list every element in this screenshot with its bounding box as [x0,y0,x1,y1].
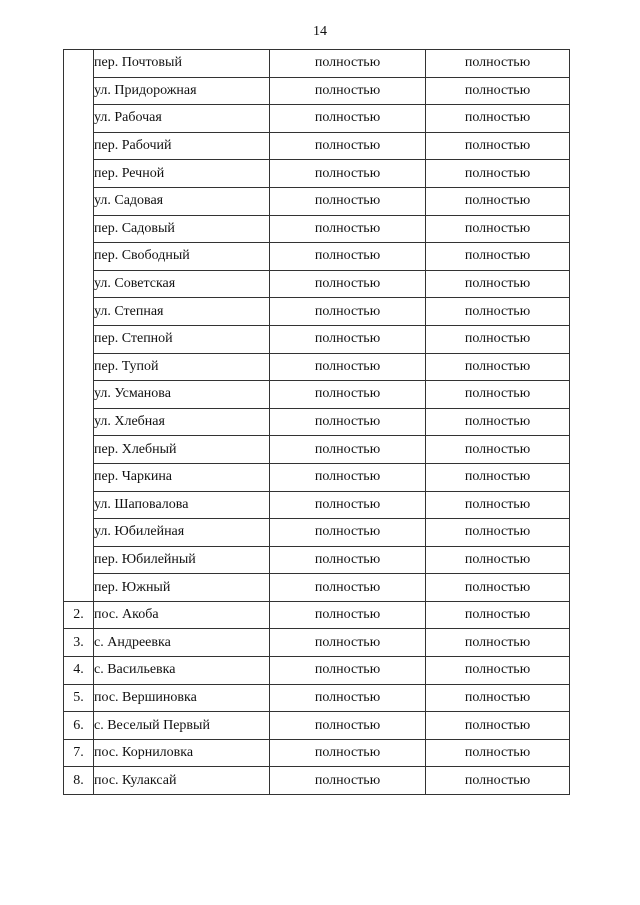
locality-name-cell: ул. Садовая [94,187,270,215]
coverage-cell-b: полностью [426,50,570,78]
row-number-cell: 8. [64,767,94,795]
coverage-cell-a: полностью [270,132,426,160]
table-row [64,463,570,491]
table-row [64,519,570,547]
locality-name-cell: пер. Почтовый [94,50,270,78]
coverage-cell-a: полностью [270,50,426,78]
locality-name-cell: ул. Рабочая [94,105,270,133]
coverage-cell-a: полностью [270,408,426,436]
table-row [64,77,570,105]
locality-name-cell: ул. Юбилейная [94,519,270,547]
locality-name-cell: пер. Южный [94,574,270,602]
coverage-cell-a: полностью [270,381,426,409]
table-row [64,491,570,519]
coverage-cell-a: полностью [270,684,426,712]
coverage-cell-a: полностью [270,77,426,105]
coverage-cell-a: полностью [270,739,426,767]
table-row [64,50,570,78]
coverage-cell-a: полностью [270,270,426,298]
coverage-cell-b: полностью [426,601,570,629]
page-number: 14 [313,24,327,39]
coverage-cell-b: полностью [426,298,570,326]
coverage-cell-b: полностью [426,215,570,243]
table-row [64,325,570,353]
locality-name-cell: пос. Вершиновка [94,684,270,712]
table-row [64,629,570,657]
coverage-cell-a: полностью [270,215,426,243]
coverage-cell-b: полностью [426,436,570,464]
table-row [64,132,570,160]
coverage-cell-a: полностью [270,629,426,657]
locality-name-cell: пер. Чаркина [94,463,270,491]
table-row [64,684,570,712]
table-row [64,270,570,298]
table-row [64,574,570,602]
coverage-cell-a: полностью [270,712,426,740]
coverage-cell-a: полностью [270,463,426,491]
locality-name-cell: пер. Хлебный [94,436,270,464]
coverage-cell-b: полностью [426,381,570,409]
coverage-cell-b: полностью [426,77,570,105]
locality-name-cell: с. Веселый Первый [94,712,270,740]
locality-name-cell: ул. Усманова [94,381,270,409]
row-number-cell: 3. [64,629,94,657]
coverage-cell-b: полностью [426,519,570,547]
coverage-cell-b: полностью [426,574,570,602]
coverage-cell-b: полностью [426,243,570,271]
coverage-cell-b: полностью [426,684,570,712]
locality-name-cell: с. Андреевка [94,629,270,657]
table-row [64,160,570,188]
table-row [64,767,570,795]
coverage-cell-b: полностью [426,463,570,491]
locality-name-cell: пер. Тупой [94,353,270,381]
locality-name-cell: ул. Советская [94,270,270,298]
coverage-cell-a: полностью [270,298,426,326]
row-number-cell [64,50,94,602]
row-number-cell: 2. [64,601,94,629]
coverage-cell-b: полностью [426,767,570,795]
coverage-cell-a: полностью [270,105,426,133]
table-row [64,546,570,574]
coverage-cell-a: полностью [270,491,426,519]
streets-table [63,49,570,795]
coverage-cell-a: полностью [270,353,426,381]
coverage-cell-b: полностью [426,353,570,381]
table-row [64,739,570,767]
coverage-cell-b: полностью [426,657,570,685]
coverage-cell-b: полностью [426,546,570,574]
table-row [64,215,570,243]
table-row [64,657,570,685]
coverage-cell-b: полностью [426,408,570,436]
table-row [64,298,570,326]
coverage-cell-b: полностью [426,132,570,160]
table-row [64,408,570,436]
coverage-cell-b: полностью [426,160,570,188]
coverage-cell-a: полностью [270,546,426,574]
coverage-cell-a: полностью [270,657,426,685]
coverage-cell-a: полностью [270,574,426,602]
locality-name-cell: ул. Шаповалова [94,491,270,519]
coverage-cell-b: полностью [426,491,570,519]
coverage-cell-a: полностью [270,325,426,353]
locality-name-cell: пер. Степной [94,325,270,353]
locality-name-cell: пер. Юбилейный [94,546,270,574]
table-row [64,353,570,381]
table-row [64,436,570,464]
locality-name-cell: ул. Придорожная [94,77,270,105]
coverage-cell-b: полностью [426,629,570,657]
coverage-cell-a: полностью [270,519,426,547]
locality-name-cell: пос. Кулаксай [94,767,270,795]
coverage-cell-b: полностью [426,739,570,767]
locality-name-cell: пер. Садовый [94,215,270,243]
row-number-cell: 4. [64,657,94,685]
coverage-cell-b: полностью [426,270,570,298]
locality-name-cell: с. Васильевка [94,657,270,685]
coverage-cell-a: полностью [270,160,426,188]
row-number-cell: 7. [64,739,94,767]
table-row [64,712,570,740]
row-number-cell: 5. [64,684,94,712]
coverage-cell-b: полностью [426,712,570,740]
coverage-cell-a: полностью [270,601,426,629]
locality-name-cell: ул. Степная [94,298,270,326]
locality-name-cell: пер. Речной [94,160,270,188]
coverage-cell-a: полностью [270,187,426,215]
locality-name-cell: пер. Рабочий [94,132,270,160]
table-body [64,50,570,795]
table-row [64,105,570,133]
locality-name-cell: пос. Акоба [94,601,270,629]
coverage-cell-a: полностью [270,767,426,795]
coverage-cell-a: полностью [270,243,426,271]
table-row [64,601,570,629]
locality-name-cell: ул. Хлебная [94,408,270,436]
table-row [64,187,570,215]
coverage-cell-a: полностью [270,436,426,464]
coverage-cell-b: полностью [426,325,570,353]
row-number-cell: 6. [64,712,94,740]
coverage-cell-b: полностью [426,187,570,215]
table-row [64,381,570,409]
coverage-cell-b: полностью [426,105,570,133]
locality-name-cell: пос. Корниловка [94,739,270,767]
locality-name-cell: пер. Свободный [94,243,270,271]
table-row [64,243,570,271]
